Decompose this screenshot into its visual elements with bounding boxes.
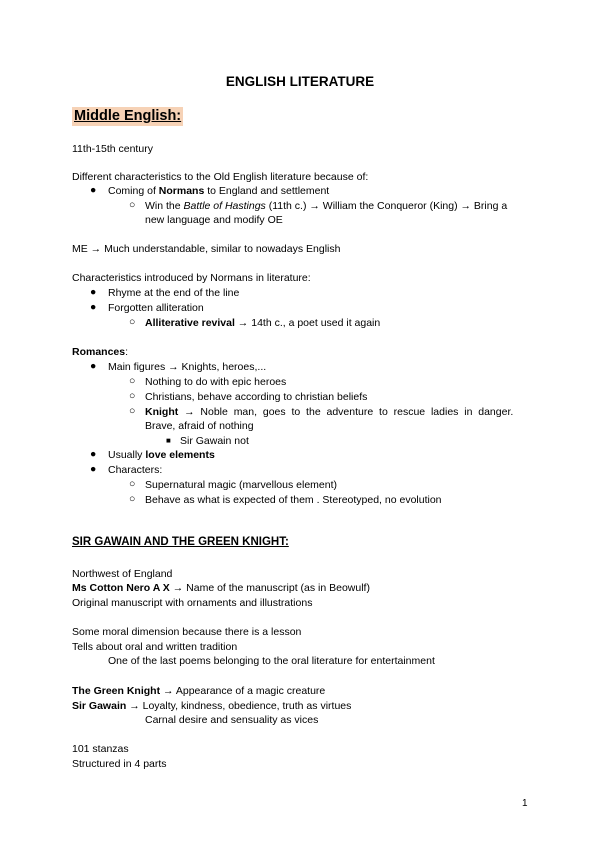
text-line: Ms Cotton Nero A X → Name of the manuscript (as in Beowulf) — [72, 582, 370, 594]
bullet-disc-icon: ● — [90, 448, 97, 460]
text-line: Northwest of England — [72, 568, 173, 580]
page-number: 1 — [522, 798, 528, 809]
bullet-circle-icon: ○ — [129, 405, 136, 417]
bullet-circle-icon: ○ — [129, 478, 136, 490]
list-item: Win the Battle of Hastings (11th c.) → William the Conqueror (King) → Bring a — [145, 200, 508, 212]
bullet-disc-icon: ● — [90, 360, 97, 372]
list-item: Characters: — [108, 464, 163, 476]
bullet-circle-icon: ○ — [129, 316, 136, 328]
list-item: Alliterative revival → 14th c., a poet used it again — [145, 317, 381, 329]
list-item: Behave as what is expected of them . Stereotyped, no evolution — [145, 494, 442, 506]
list-item: Rhyme at the end of the line — [108, 287, 240, 299]
normans-intro-line: Characteristics introduced by Normans in literature: — [72, 272, 311, 284]
bullet-disc-icon: ● — [90, 301, 97, 313]
text-line: One of the last poems belonging to the oral literature for entertainment — [108, 655, 435, 667]
bullet-circle-icon: ○ — [129, 390, 136, 402]
list-item-continuation: new language and modify OE — [145, 214, 283, 226]
text-line: Structured in 4 parts — [72, 758, 167, 770]
list-item-continuation: Brave, afraid of nothing — [145, 420, 254, 432]
text-line: The Green Knight → Appearance of a magic creature — [72, 685, 326, 697]
bullet-disc-icon: ● — [90, 463, 97, 475]
bullet-disc-icon: ● — [90, 184, 97, 196]
century-line: 11th-15th century — [72, 143, 153, 155]
list-item: Coming of Normans to England and settlement — [108, 185, 330, 197]
text-line: 101 stanzas — [72, 743, 129, 755]
bullet-circle-icon: ○ — [129, 199, 136, 211]
page-title: ENGLISH LITERATURE — [225, 74, 375, 89]
bullet-circle-icon: ○ — [129, 375, 136, 387]
section-heading-gawain: SIR GAWAIN AND THE GREEN KNIGHT: — [72, 536, 289, 548]
list-item: Usually love elements — [108, 449, 215, 461]
text-line: Tells about oral and written tradition — [72, 641, 238, 653]
diff-intro-line: Different characteristics to the Old English literature because of: — [72, 171, 369, 183]
list-item: Forgotten alliteration — [108, 302, 204, 314]
section-heading-middle-english: Middle English: — [74, 108, 182, 124]
text-line: Sir Gawain → Loyalty, kindness, obedience, truth as virtues — [72, 700, 352, 712]
list-item: Christians, behave according to christian beliefs — [145, 391, 368, 403]
romances-heading: Romances: — [72, 346, 129, 358]
list-item: Main figures → Knights, heroes,... — [108, 361, 267, 373]
text-line: Some moral dimension because there is a lesson — [72, 626, 302, 638]
list-item: Sir Gawain not — [180, 435, 249, 447]
text-line: Original manuscript with ornaments and illustrations — [72, 597, 313, 609]
list-item: Supernatural magic (marvellous element) — [145, 479, 337, 491]
bullet-disc-icon: ● — [90, 286, 97, 298]
list-item: Knight → Noble man, goes to the adventure to rescue ladies in danger. — [145, 406, 514, 418]
list-item: Nothing to do with epic heroes — [145, 376, 287, 388]
text-line: Carnal desire and sensuality as vices — [145, 714, 319, 726]
me-line: ME → Much understandable, similar to nowadays English — [72, 243, 341, 255]
bullet-circle-icon: ○ — [129, 493, 136, 505]
bullet-square-icon: ■ — [166, 436, 171, 445]
